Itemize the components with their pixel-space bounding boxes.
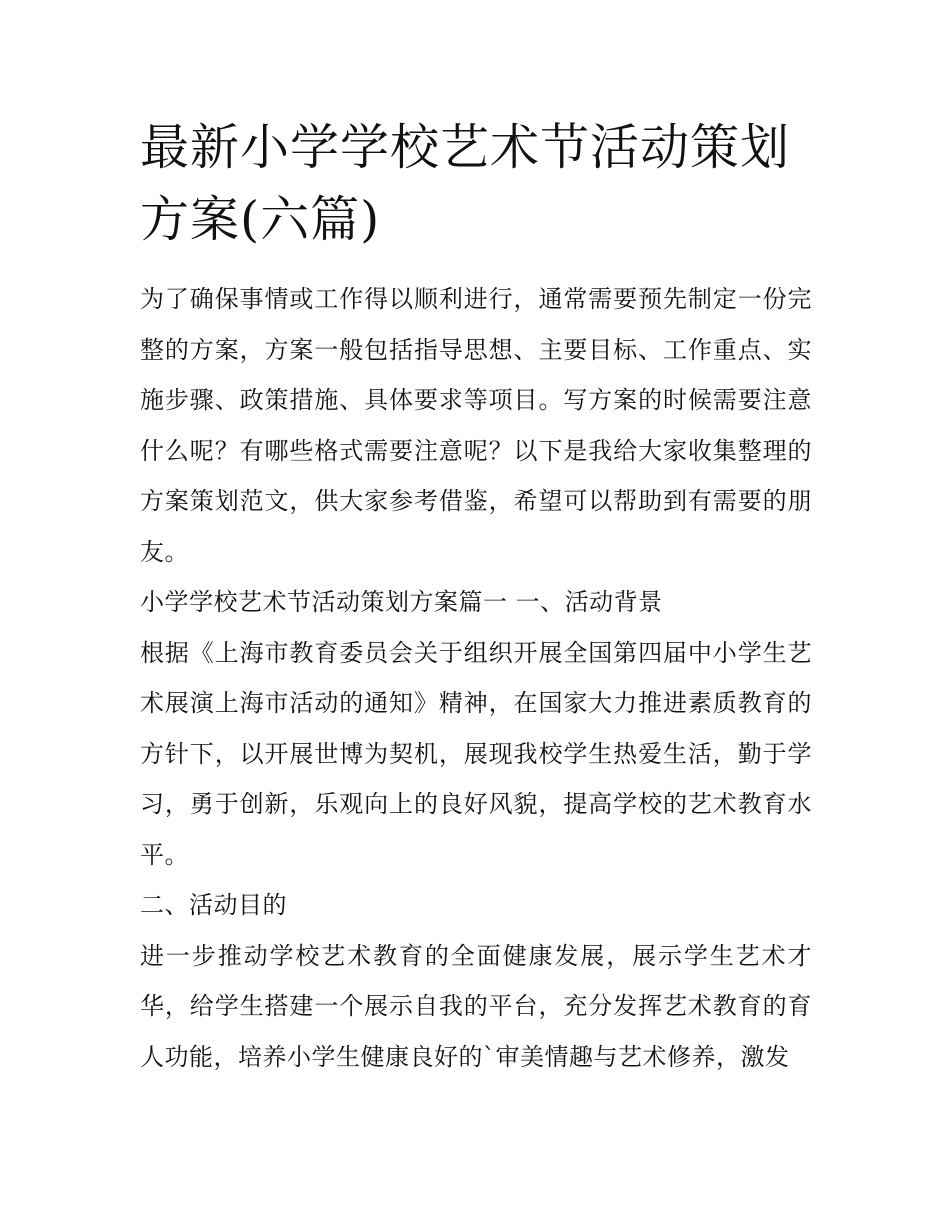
background-paragraph: 根据《上海市教育委员会关于组织开展全国第四届中小学生艺术展演上海市活动的通知》精神，在国家大力推进素质教育的方针下，以开展世博为契机，展现我校学生热爱生活，勤于学习，勇于创新，乐观向上的良好风貌，提高学校的艺术教育水平。 bbox=[140, 638, 812, 869]
document-title: 最新小学学校艺术节活动策划方案(六篇) bbox=[140, 119, 791, 248]
intro-paragraph: 为了确保事情或工作得以顺利进行，通常需要预先制定一份完整的方案，方案一般包括指导思想、主要目标、工作重点、实施步骤、政策措施、具体要求等项目。写方案的时候需要注意什么呢？有哪些格式需要注意呢？以下是我给大家收集整理的方案策划范文，供大家参考借鉴，希望可以帮助到有需要的朋友。 bbox=[140, 285, 812, 566]
section-heading-purpose: 二、活动目的 bbox=[140, 891, 287, 919]
document-body bbox=[140, 112, 812, 1082]
section-heading-background: 小学学校艺术节活动策划方案篇一 一、活动背景 bbox=[140, 588, 663, 616]
purpose-paragraph: 进一步推动学校艺术教育的全面健康发展，展示学生艺术才华，给学生搭建一个展示自我的平台，充分发挥艺术教育的育人功能，培养小学生健康良好的`审美情趣与艺术修养，激发 bbox=[140, 941, 812, 1071]
